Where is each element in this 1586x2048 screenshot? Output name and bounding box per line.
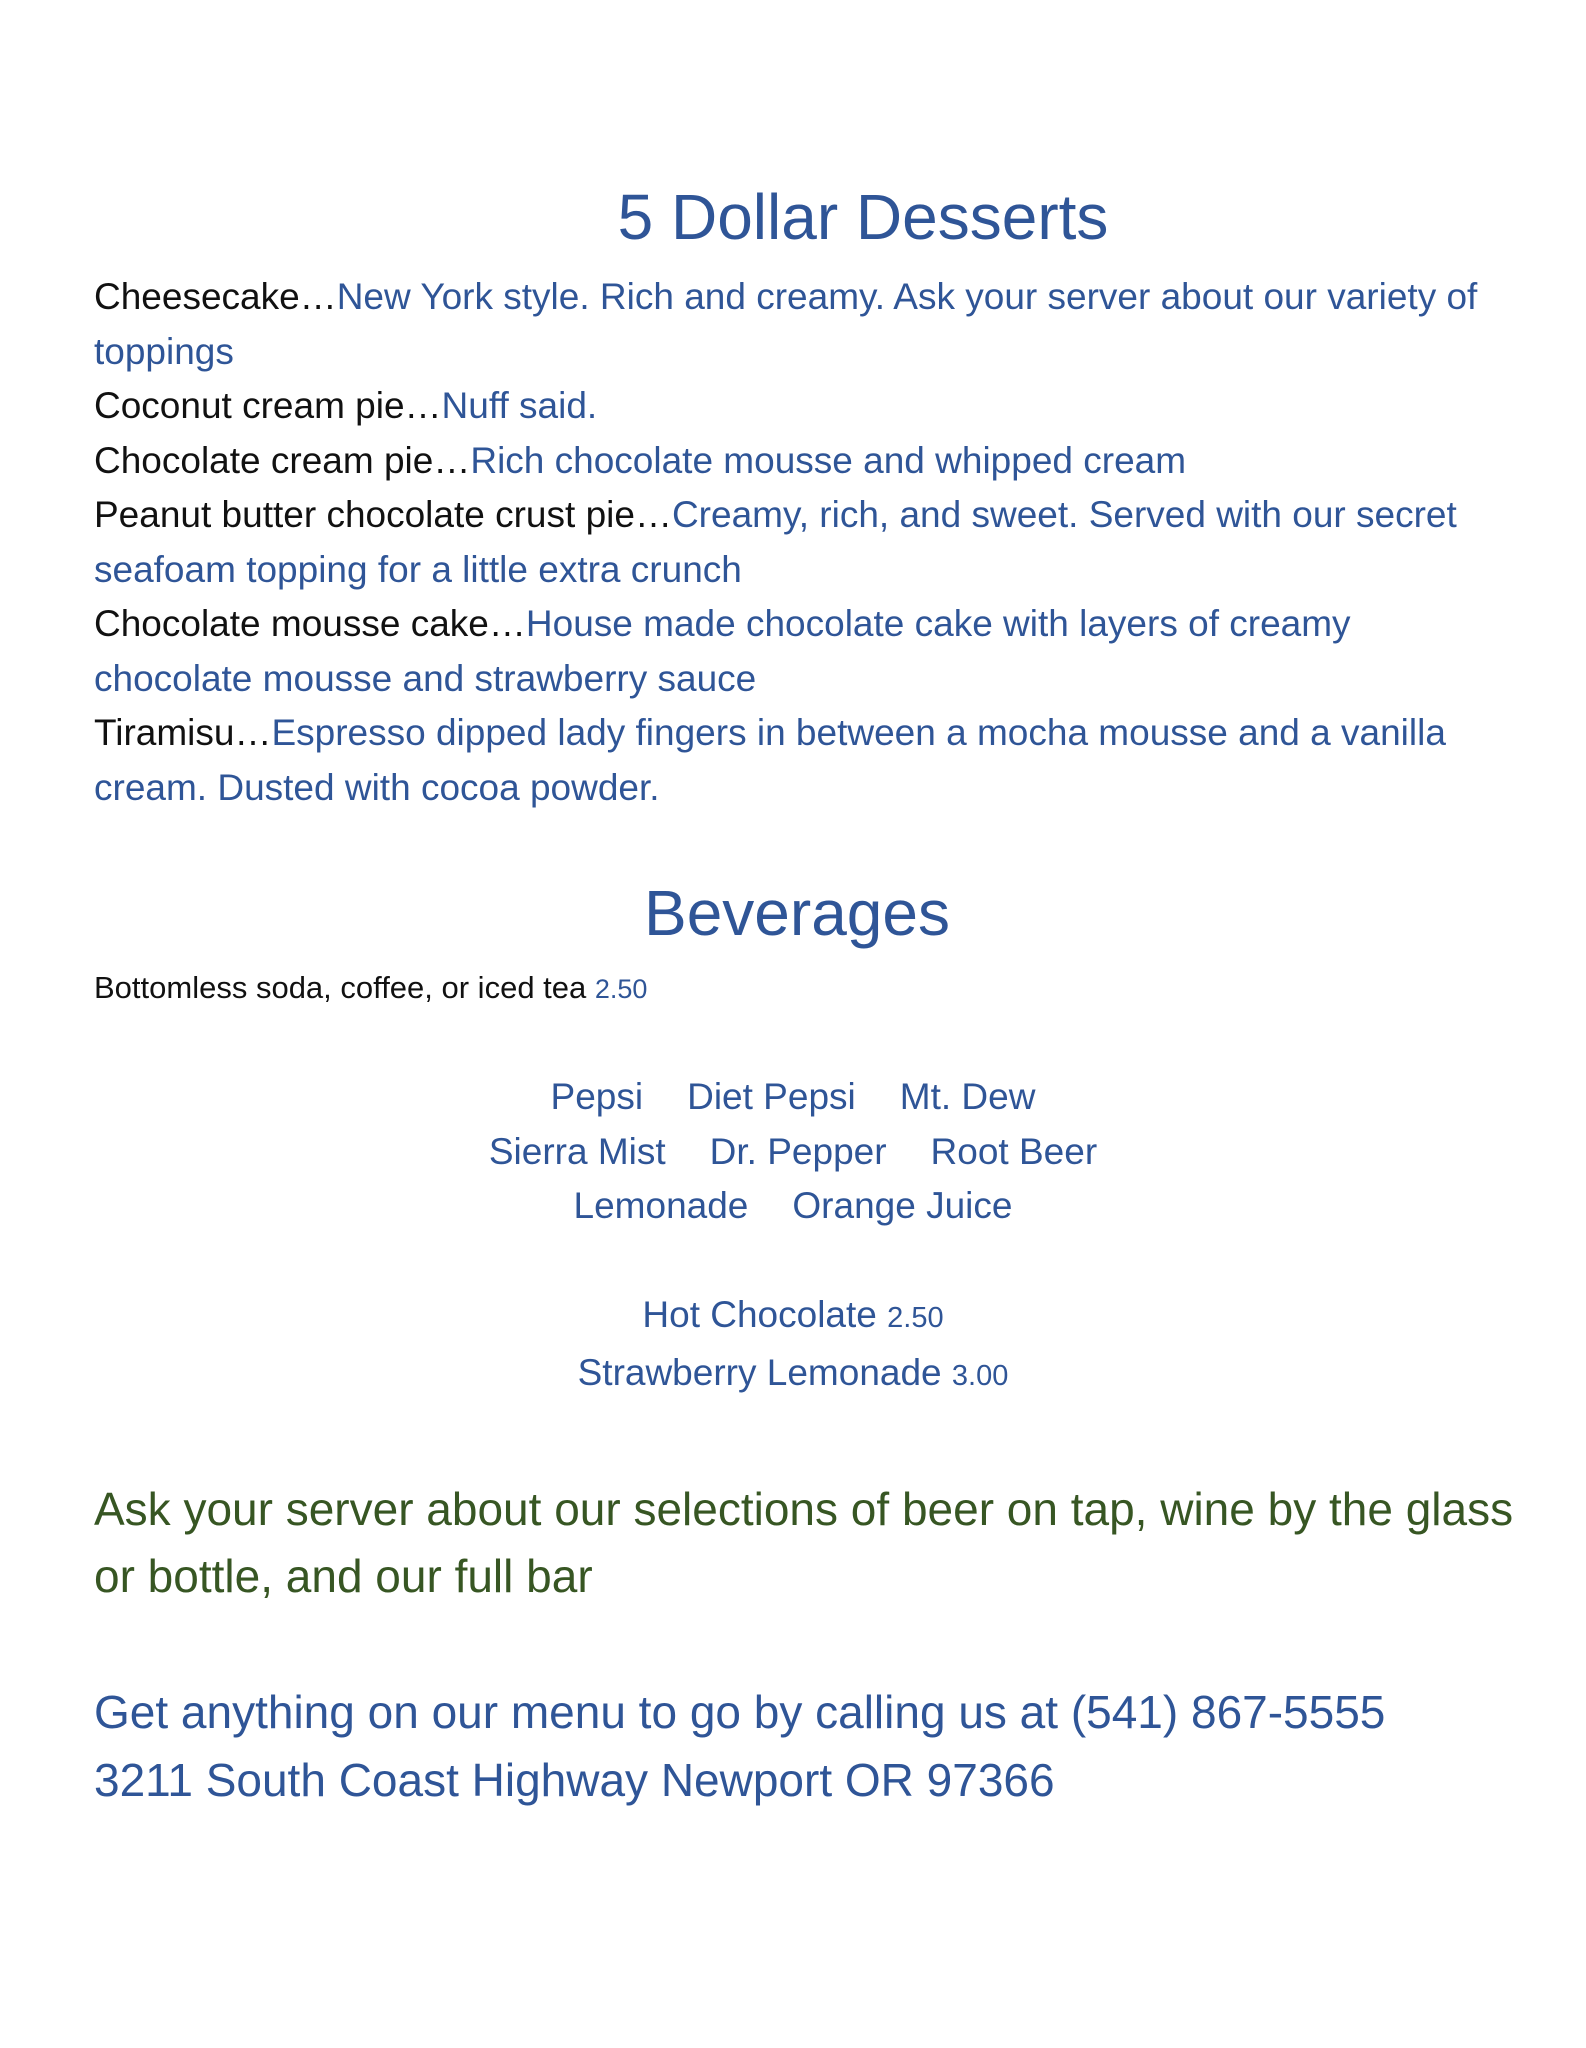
special-drink-price: 3.00 xyxy=(951,1359,1009,1392)
dessert-name: Tiramisu… xyxy=(94,712,272,753)
soda-row xyxy=(0,1179,1586,1234)
dessert-name: Coconut cream pie… xyxy=(94,385,442,426)
dessert-description: Espresso dipped lady fingers in between a mocha mousse and a vanilla cream. Dusted with cocoa powder. xyxy=(94,712,1446,808)
dessert-name: Cheesecake… xyxy=(94,276,337,317)
soda-item: Lemonade xyxy=(573,1185,749,1226)
bottomless-label: Bottomless soda, coffee, or iced tea xyxy=(94,970,587,1005)
dessert-item xyxy=(94,379,1514,434)
dessert-description: Creamy, rich, and sweet. Served with our secret seafoam topping for a little extra crunch xyxy=(94,494,1457,590)
special-drinks xyxy=(0,1288,1586,1403)
special-drink-name: Strawberry Lemonade xyxy=(577,1351,942,1393)
dessert-description: Rich chocolate mousse and whipped cream xyxy=(470,439,1187,481)
dessert-item xyxy=(94,488,1514,597)
dessert-item xyxy=(94,706,1514,815)
dessert-item xyxy=(94,270,1514,379)
contact-info xyxy=(94,1678,1514,1814)
special-drink-price: 2.50 xyxy=(887,1302,944,1334)
dessert-description: New York style. Rich and creamy. Ask your server about our variety of toppings xyxy=(94,276,1478,372)
soda-list xyxy=(0,1070,1586,1234)
dessert-name: Chocolate cream pie… xyxy=(94,439,471,481)
soda-item: Sierra Mist xyxy=(488,1130,666,1172)
dessert-description: House made chocolate cake with layers of creamy chocolate mousse and strawberry sauce xyxy=(94,603,1351,699)
soda-item: Dr. Pepper xyxy=(709,1130,887,1172)
to-go-phone: Get anything on our menu to go by calling us at (541) 867-5555 xyxy=(94,1686,1386,1738)
special-drink xyxy=(0,1346,1586,1404)
soda-item: Pepsi xyxy=(550,1076,644,1117)
soda-row xyxy=(0,1125,1586,1180)
soda-item: Diet Pepsi xyxy=(687,1076,856,1117)
bar-note: Ask your server about our selections of beer on tap, wine by the glass or bottle, and our full bar xyxy=(94,1483,1514,1602)
soda-item: Mt. Dew xyxy=(899,1076,1036,1117)
desserts-title: 5 Dollar Desserts xyxy=(617,181,1109,253)
dessert-name: Peanut butter chocolate crust pie… xyxy=(94,494,672,535)
dessert-description: Nuff said. xyxy=(441,385,598,426)
dessert-item xyxy=(94,597,1514,706)
dessert-name: Chocolate mousse cake… xyxy=(94,603,526,644)
dessert-item xyxy=(94,434,1514,489)
bottomless-drinks xyxy=(94,968,647,1009)
special-drink xyxy=(0,1288,1586,1346)
soda-item: Root Beer xyxy=(930,1130,1098,1172)
soda-item: Orange Juice xyxy=(792,1185,1013,1226)
special-drink-name: Hot Chocolate xyxy=(642,1294,877,1335)
beverages-title: Beverages xyxy=(644,877,950,949)
bottomless-price: 2.50 xyxy=(594,974,648,1004)
soda-row xyxy=(0,1070,1586,1125)
address: 3211 South Coast Highway Newport OR 97366 xyxy=(94,1754,1055,1806)
desserts-list xyxy=(94,270,1514,815)
